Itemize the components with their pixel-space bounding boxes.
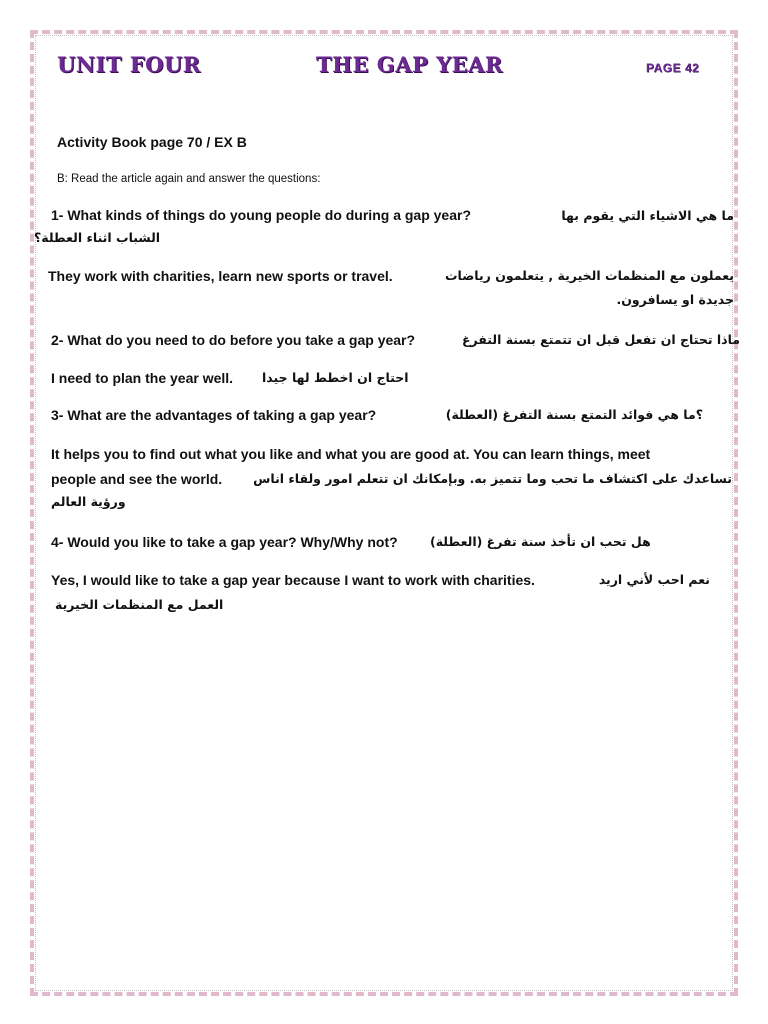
answer-3-arabic-line-2: ورؤية العالم	[51, 494, 126, 509]
question-4-english: 4- Would you like to take a gap year? Why/Why not?	[51, 534, 398, 550]
answer-4	[51, 572, 535, 588]
answer-2-arabic: احتاج ان اخطط لها جيدا	[262, 370, 409, 385]
answer-4-arabic-line-2: العمل مع المنظمات الخيرية	[55, 597, 224, 612]
activity-reference: Activity Book page 70 / EX B	[57, 134, 247, 150]
answer-2	[51, 370, 233, 386]
answer-3-line-2: people and see the world.	[51, 471, 223, 487]
unit-title: UNIT FOUR	[57, 52, 201, 77]
question-2-english: 2- What do you need to do before you take a gap year?	[51, 332, 416, 348]
question-4	[51, 534, 398, 550]
answer-3-line-1: It helps you to find out what you like and what you are good at. You can learn things, meet	[51, 446, 651, 462]
question-3	[51, 407, 376, 423]
answer-1-english: They work with charities, learn new sports or travel.	[48, 268, 393, 284]
question-1	[51, 207, 471, 223]
question-3-english: 3- What are the advantages of taking a gap year?	[51, 407, 377, 423]
answer-1	[48, 268, 393, 284]
page-number: PAGE 42	[646, 61, 700, 75]
instruction-text: B: Read the article again and answer the questions:	[57, 173, 321, 185]
answer-4-arabic-line-1: نعم احب لأني اريد	[598, 572, 710, 587]
answer-2-english: I need to plan the year well.	[51, 370, 234, 386]
answer-4-english: Yes, I would like to take a gap year because I want to work with charities.	[51, 572, 535, 588]
question-3-arabic: ؟ما هي فوائد التمتع بسنة التفرغ (العطلة)	[445, 407, 703, 422]
question-2-arabic: ماذا تحتاج ان تفعل قبل ان تتمتع بسنة التفرغ	[461, 332, 740, 347]
question-1-arabic-line-2: الشباب اثناء العطلة؟	[34, 230, 161, 245]
question-1-english: 1- What kinds of things do young people do during a gap year?	[51, 207, 472, 223]
answer-3-arabic-line-1: تساعدك على اكتشاف ما تحب وما تتميز به. وبإمكانك ان تتعلم امور ولقاء اناس	[253, 471, 732, 486]
question-2	[51, 332, 415, 348]
question-1-arabic-line-1: ما هي الاشياء التي يقوم بها	[561, 208, 734, 223]
answer-1-arabic-line-1: يعملون مع المنظمات الخيرية , يتعلمون رياضات	[444, 268, 734, 283]
question-4-arabic: هل تحب ان تأخذ سنة تفرغ (العطلة)	[430, 534, 651, 549]
answer-1-arabic-line-2: جديدة او يسافرون.	[616, 292, 734, 307]
lesson-title: THE GAP YEAR	[316, 52, 503, 77]
